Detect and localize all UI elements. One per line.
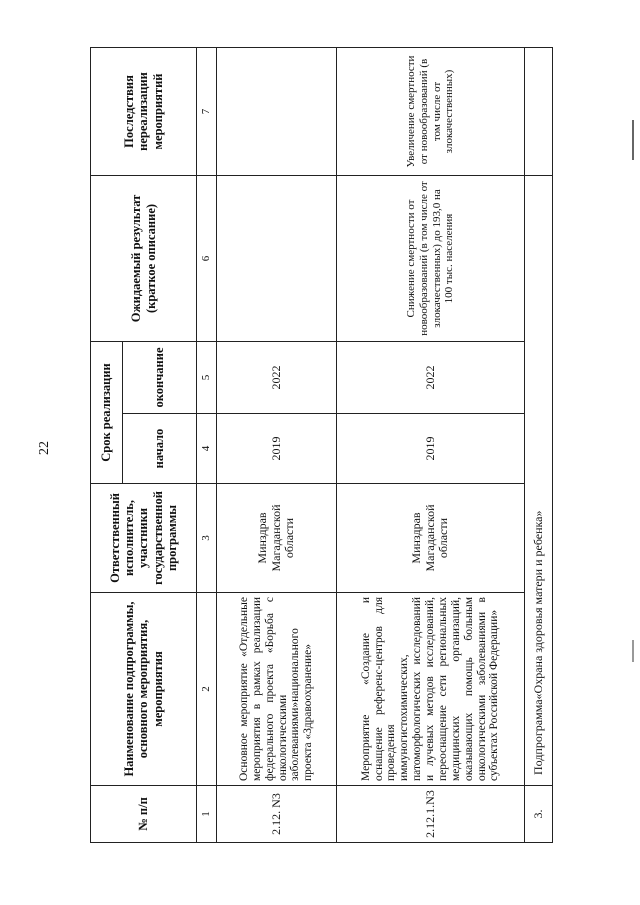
scan-edge-mark [632, 120, 634, 160]
column-number: 2 [197, 593, 217, 786]
row-start-year: 2019 [337, 414, 525, 484]
subprogram-title: Подпрограмма«Охрана здоровья матери и ребенка» [525, 175, 553, 785]
measures-table [90, 47, 553, 843]
header-row-top [91, 47, 123, 842]
subprogram-number: 3. [525, 786, 553, 843]
row-measure-name: Основное мероприятие «Отдельные мероприятия в рамках реализации федерального проекта «Борьба с онкологическими заболеваниями»национального проекта «Здравоохранение» [217, 593, 337, 786]
page-number: 22 [37, 441, 52, 455]
row-start-year: 2019 [217, 414, 337, 484]
header-executor: Ответственный исполнитель, участники государственной программы [91, 484, 197, 593]
table-row [337, 47, 525, 842]
row-number: 2.12. N3 [217, 786, 337, 843]
subprogram-row [525, 47, 553, 842]
subprogram-empty-cell [525, 47, 553, 175]
column-number: 5 [197, 341, 217, 413]
column-number: 6 [197, 175, 217, 341]
header-consequences: Последствия нереализации мероприятий [91, 47, 197, 175]
scan-edge-mark [632, 640, 634, 662]
column-number: 4 [197, 414, 217, 484]
header-start: начало [123, 414, 197, 484]
row-consequences [217, 47, 337, 175]
row-end-year: 2022 [217, 341, 337, 413]
row-executor: Минздрав Магаданской области [337, 484, 525, 593]
row-end-year: 2022 [337, 341, 525, 413]
header-num: № п/п [91, 786, 197, 843]
header-period: Срок реализации [91, 341, 123, 483]
table-rotation-wrapper [90, 48, 552, 843]
row-expected-result: Снижение смертности от новообразований (в том числе от злокачественных) до 193,0 на 100 тыс. населения [337, 175, 525, 341]
landscape-page [90, 48, 552, 843]
header-name: Наименование подпрограммы, основного мероприятия, мероприятия [91, 593, 197, 786]
row-consequences: Увеличение смертности от новообразований (в том числе от злокачественных) [337, 47, 525, 175]
header-result: Ожидаемый результат (краткое описание) [91, 175, 197, 341]
row-executor: Минздрав Магаданской области [217, 484, 337, 593]
row-measure-name: Мероприятие «Создание и оснащение референс-центров для проведения иммуногистохимических, патоморфологических исследований и лучевых методов исследований, переоснащение сети региональных медицинских организаций, оказывающих помощь больным онкологическими заболеваниями в субъектах Российской Федерации» [337, 593, 525, 786]
column-number: 7 [197, 47, 217, 175]
table-row [217, 47, 337, 842]
column-number: 1 [197, 786, 217, 843]
row-expected-result [217, 175, 337, 341]
column-number-row [197, 47, 217, 842]
row-number: 2.12.1.N3 [337, 786, 525, 843]
header-end: окончание [123, 341, 197, 413]
column-number: 3 [197, 484, 217, 593]
